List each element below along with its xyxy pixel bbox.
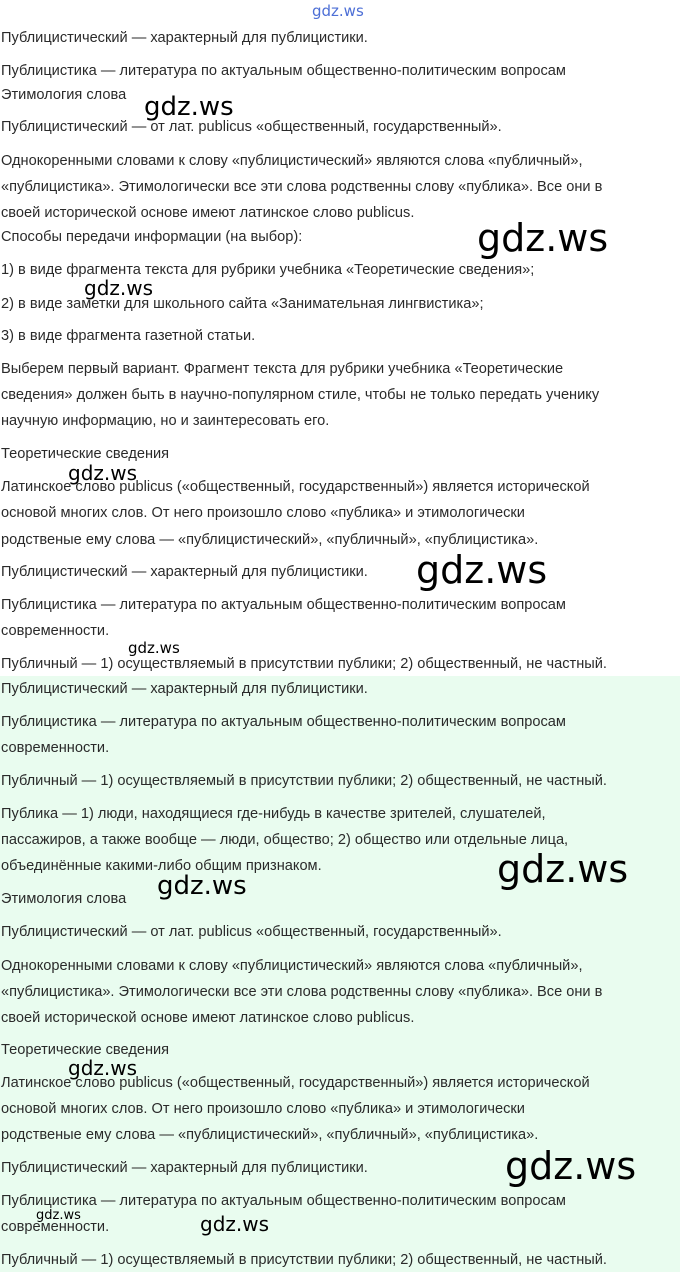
text-line: Публицистика — литература по актуальным общественно-политическим вопросам	[1, 1193, 566, 1209]
text-line: 1) в виде фрагмента текста для рубрики учебника «Теоретические сведения»;	[1, 262, 535, 278]
text-line: Способы передачи информации (на выбор):	[1, 229, 303, 245]
text-line: Этимология слова	[1, 87, 127, 103]
text-line: Теоретические сведения	[1, 1042, 170, 1058]
text-line: Публицистика — литература по актуальным общественно-политическим вопросам	[1, 597, 566, 613]
text-line: «публицистика». Этимологически все эти слова родственны слову «публика». Все они в	[1, 179, 603, 195]
text-line: Выберем первый вариант. Фрагмент текста для рубрики учебника «Теоретические	[1, 361, 564, 377]
text-line: Публицистический — характерный для публицистики.	[1, 1160, 368, 1176]
text-line: Однокоренными словами к слову «публицистический» являются слова «публичный»,	[1, 958, 583, 974]
watermark: gdz.ws	[505, 1144, 637, 1188]
text-line: основой многих слов. От него произошло слово «публика» и этимологически	[1, 1101, 525, 1117]
text-line: 2) в виде заметки для школьного сайта «Занимательная лингвистика»;	[1, 296, 484, 312]
text-line: современности.	[1, 1219, 110, 1235]
text-line: Публичный — 1) осуществляемый в присутствии публики; 2) общественный, не частный.	[1, 773, 607, 789]
text-line: современности.	[1, 623, 110, 639]
text-line: своей исторической основе имеют латинское слово publicus.	[1, 1010, 415, 1026]
text-line: Публицистический — характерный для публицистики.	[1, 564, 368, 580]
text-line: Теоретические сведения	[1, 446, 170, 462]
text-line: Этимология слова	[1, 891, 127, 907]
watermark: gdz.ws	[144, 92, 234, 122]
watermark: gdz.ws	[312, 2, 364, 20]
text-line: современности.	[1, 740, 110, 756]
text-line: Публицистика — литература по актуальным общественно-политическим вопросам	[1, 714, 566, 730]
text-line: научную информацию, но и заинтересовать его.	[1, 413, 330, 429]
text-line: Публицистический — характерный для публицистики.	[1, 681, 368, 697]
text-line: 3) в виде фрагмента газетной статьи.	[1, 328, 256, 344]
watermark: gdz.ws	[68, 1056, 138, 1080]
watermark: gdz.ws	[68, 461, 138, 485]
text-line: Публицистика — литература по актуальным общественно-политическим вопросам	[1, 63, 566, 79]
text-line: Публицистический — характерный для публицистики.	[1, 30, 368, 46]
text-line: Публицистический — от лат. publicus «общественный, государственный».	[1, 119, 502, 135]
text-line: Публичный — 1) осуществляемый в присутствии публики; 2) общественный, не частный.	[1, 656, 607, 672]
text-line: Публицистический — от лат. publicus «общественный, государственный».	[1, 924, 502, 940]
text-line: сведения» должен быть в научно-популярном стиле, чтобы не только передать ученику	[1, 387, 600, 403]
text-line: основой многих слов. От него произошло слово «публика» и этимологически	[1, 505, 525, 521]
text-line: Латинское слово publicus («общественный, государственный») является исторической	[1, 1075, 590, 1091]
watermark: gdz.ws	[200, 1212, 270, 1236]
watermark: gdz.ws	[497, 847, 629, 891]
text-line: родственые ему слова — «публицистический», «публичный», «публицистика».	[1, 532, 539, 548]
text-line: Публичный — 1) осуществляемый в присутствии публики; 2) общественный, не частный.	[1, 1252, 607, 1268]
text-line: Латинское слово publicus («общественный, государственный») является исторической	[1, 479, 590, 495]
text-line: Однокоренными словами к слову «публицистический» являются слова «публичный»,	[1, 153, 583, 169]
text-line: объединённые какими-либо общим признаком.	[1, 858, 322, 874]
watermark: gdz.ws	[416, 548, 548, 592]
watermark: gdz.ws	[477, 216, 609, 260]
text-line: Публика — 1) люди, находящиеся где-нибудь в качестве зрителей, слушателей,	[1, 806, 546, 822]
watermark: gdz.ws	[128, 639, 180, 657]
watermark: gdz.ws	[84, 276, 154, 300]
text-line: родственые ему слова — «публицистический», «публичный», «публицистика».	[1, 1127, 539, 1143]
text-line: пассажиров, а также вообще — люди, общество; 2) общество или отдельные лица,	[1, 832, 569, 848]
watermark: gdz.ws	[36, 1208, 81, 1223]
watermark: gdz.ws	[157, 871, 247, 901]
text-line: «публицистика». Этимологически все эти слова родственны слову «публика». Все они в	[1, 984, 603, 1000]
text-line: своей исторической основе имеют латинское слово publicus.	[1, 205, 415, 221]
